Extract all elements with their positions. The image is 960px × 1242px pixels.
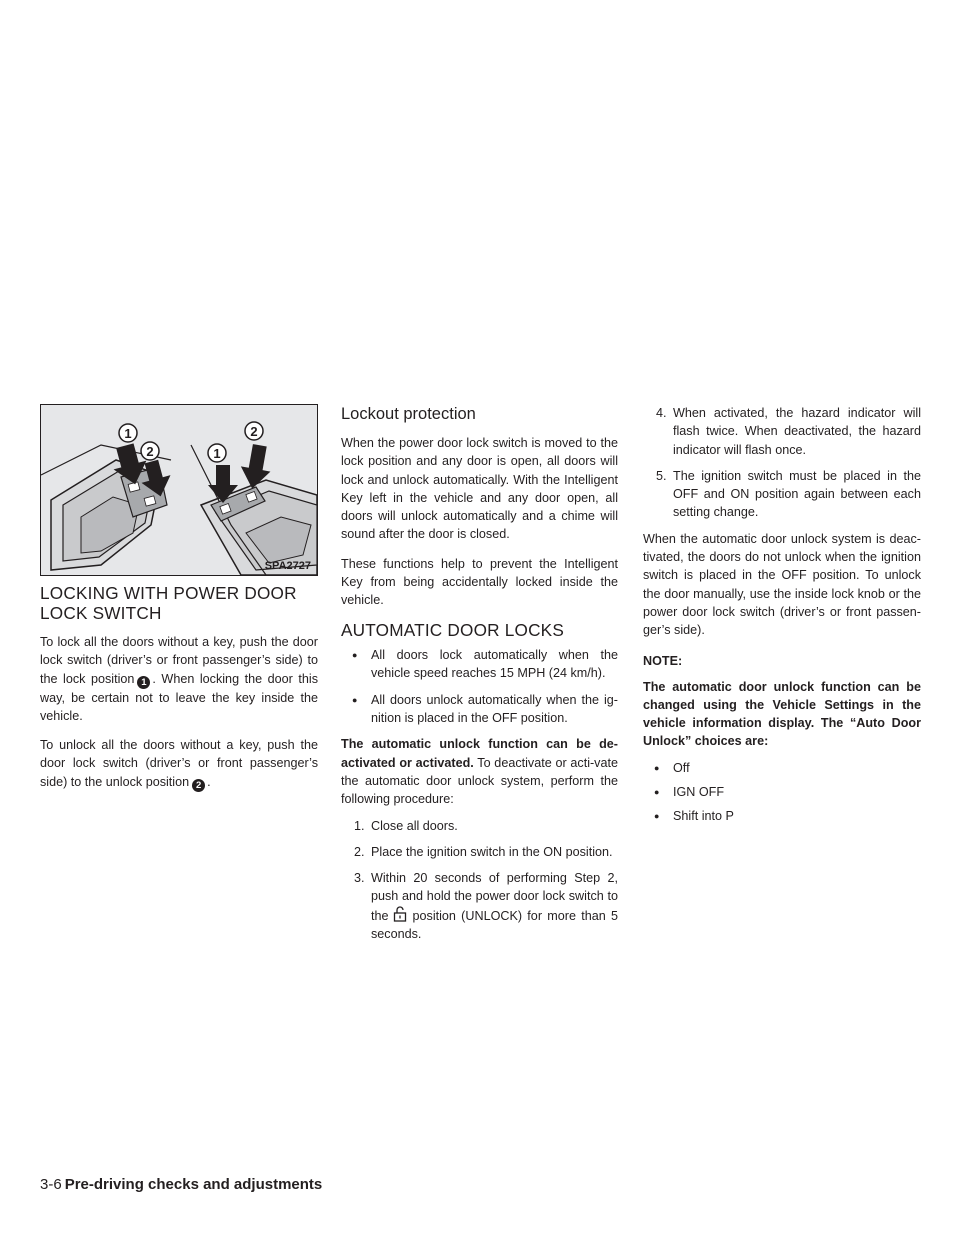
lock-paragraph [40, 633, 318, 725]
deactivated-paragraph: When the automatic door unlock system is deac-tivated, the doors do not unlock when the ignition switch is placed in the OFF position. To unlock the door manually, use the inside lock knob or the power door lock switch (driver’s or front passen-ger’s side). [643, 531, 921, 638]
figure-label: SPA2727 [264, 560, 311, 572]
auto-door-unlock-options [643, 759, 921, 826]
svg-text:2: 2 [250, 424, 258, 439]
step-number: 1. [354, 818, 365, 833]
list-item [341, 843, 618, 861]
page-footer [40, 1176, 322, 1193]
unlock-text-a: To unlock all the doors without a key, push the door lock switch (driver’s or front passenger’s side) to the unlock position [40, 738, 318, 789]
step-text: Place the ignition switch in the ON position. [371, 844, 613, 859]
auto-unlock-paragraph [341, 735, 618, 808]
step-text: When activated, the hazard indicator will flash twice. When deactivated, the hazard indicator will flash once. [673, 406, 921, 457]
section-title: Pre-driving checks and adjustments [64, 1176, 323, 1193]
section-heading-power-door-lock: LOCKING WITH POWER DOOR LOCK SWITCH [40, 583, 297, 623]
list-item [643, 404, 921, 459]
step-text: position (UNLOCK) for more than 5 seconds. [371, 908, 618, 942]
list-item [341, 817, 618, 835]
lock-text-a: To lock all the doors without a key, push the door lock switch (driver’s or front passenger’s side) to the lock position [40, 635, 318, 686]
list-item: ● Shift into P [643, 807, 921, 825]
svg-text:1: 1 [213, 446, 221, 461]
step-text: Close all doors. [371, 818, 458, 833]
lockout-paragraph-2: These functions help to prevent the Intelligent Key from being accidentally locked inside the vehicle. [341, 556, 618, 608]
auto-unlock-bold: The automatic unlock function can be de-activated or activated. [341, 737, 618, 770]
step-number: 4. [656, 406, 667, 420]
list-item: ● Off [643, 759, 921, 777]
column-middle [341, 404, 618, 951]
note-heading: NOTE: [643, 653, 683, 668]
lock-text-b: . When locking the door this way, be certain not to leave the key inside the vehicle. [40, 671, 318, 723]
list-item: ● IGN OFF [643, 783, 921, 801]
procedure-steps-continued [643, 404, 921, 522]
auto-lock-bullets [341, 646, 618, 727]
unlock-text-b: . [207, 774, 211, 789]
svg-text:2: 2 [146, 444, 154, 459]
marker-2-badge: 2 [192, 779, 205, 792]
column-left [40, 404, 318, 792]
page-number: 3-6 [40, 1176, 62, 1193]
step-text: The ignition switch must be placed in the OFF and ON position again between each setting change. [673, 468, 921, 520]
subheading-lockout-protection: Lockout protection [341, 405, 476, 423]
svg-text:1: 1 [124, 426, 132, 441]
auto-unlock-rest: To deactivate or acti-vate the automatic door unlock system, perform the following procedure: [341, 755, 618, 807]
note-body: The automatic door unlock function can be changed using the Vehicle Settings in the vehicle information display. The “Auto Door Unlock” choices are: [643, 679, 921, 749]
procedure-steps [341, 817, 618, 944]
section-heading-automatic-door-locks: AUTOMATIC DOOR LOCKS [341, 619, 565, 640]
list-item [643, 467, 921, 522]
marker-1-badge: 1 [137, 676, 150, 689]
door-lock-switch-figure [40, 404, 318, 576]
step-number: 2. [354, 844, 365, 859]
list-item: ● All doors lock automatically when the vehicle speed reaches 15 MPH (24 km/h). [341, 646, 618, 683]
list-item [341, 869, 618, 943]
column-right [643, 404, 921, 832]
step-number: 5. [656, 468, 667, 483]
door-lock-switch-illustration [41, 405, 317, 575]
step-number: 3. [354, 871, 365, 886]
step-text: Within 20 seconds of performing Step 2, push and hold the power door lock switch to the [371, 871, 618, 923]
list-item: ● All doors unlock automatically when the ig-nition is placed in the OFF position. [341, 691, 618, 728]
lockout-paragraph-1: When the power door lock switch is moved to the lock position and any door is open, all doors will lock and unlock automatically. With the Intelligent Key left in the vehicle and any door open, all doors will unlock automatically and a chime will sound after the door is closed. [341, 436, 618, 542]
unlock-paragraph [40, 736, 318, 792]
unlock-icon [393, 906, 407, 922]
